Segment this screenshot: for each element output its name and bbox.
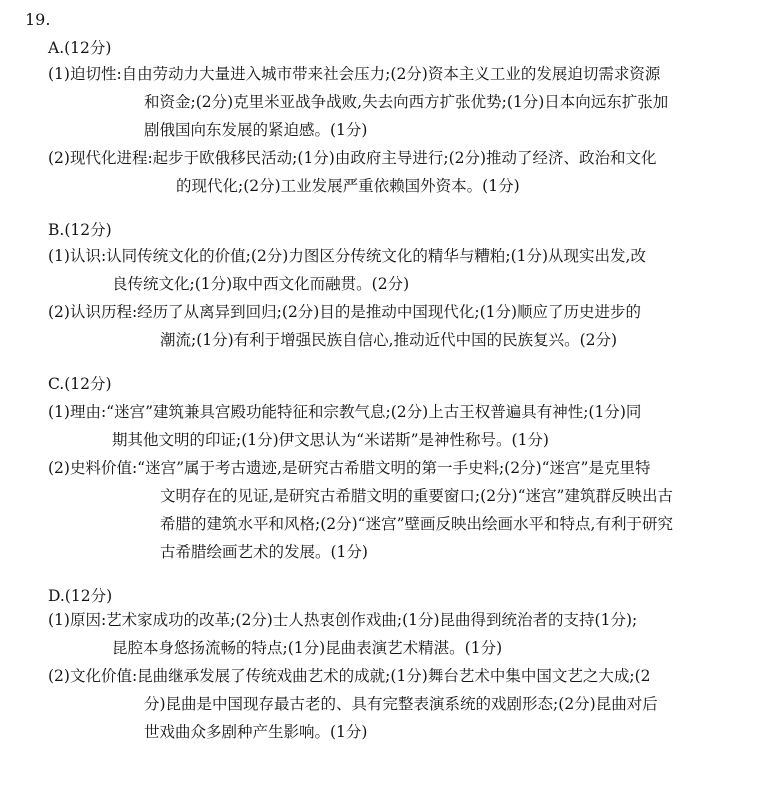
text-line: 期其他文明的印证;(1分)伊文思认为“米诺斯”是神性称号。(1分): [112, 431, 549, 449]
text-line: 希腊的建筑水平和风格;(2分)“迷宫”壁画反映出绘画水平和特点,有利于研究: [160, 515, 673, 533]
text-line: (1)理由:“迷宫”建筑兼具宫殿功能特征和宗教气息;(2分)上古王权普遍具有神性;(1分)同: [48, 403, 642, 421]
text-line: 世戏曲众多剧种产生影响。(1分): [144, 723, 368, 741]
section-b-header: B.(12分): [48, 221, 112, 239]
section-d-item-2: [48, 662, 658, 746]
text-line: (2)文化价值:昆曲继承发展了传统戏曲艺术的成就;(1分)舞台艺术中集中国文艺之大成;(2: [48, 667, 651, 685]
question-number: 19.: [25, 10, 51, 29]
section-c-item-2: [48, 454, 673, 566]
section-a-item-2: [48, 144, 657, 200]
text-line: (2)史料价值:“迷宫”属于考古遗迹,是研究古希腊文明的第一手史料;(2分)“迷宫”是克里特: [48, 459, 651, 477]
text-line: 良传统文化;(1分)取中西文化而融贯。(2分): [112, 275, 410, 293]
text-line: 的现代化;(2分)工业发展严重依赖国外资本。(1分): [176, 177, 520, 195]
text-line: 文明存在的见证,是研究古希腊文明的重要窗口;(2分)“迷宫”建筑群反映出古: [160, 487, 673, 505]
section-c-header: C.(12分): [48, 375, 112, 393]
text-line: 分)昆曲是中国现存最古老的、具有完整表演系统的戏剧形态;(2分)昆曲对后: [144, 695, 658, 713]
text-line: (1)原因:艺术家成功的改革;(2分)士人热衷创作戏曲;(1分)昆曲得到统治者的支持(1分);: [48, 611, 638, 629]
text-line: 昆腔本身悠扬流畅的特点;(1分)昆曲表演艺术精湛。(1分): [112, 639, 503, 657]
text-line: 潮流;(1分)有利于增强民族自信心,推动近代中国的民族复兴。(2分): [160, 331, 618, 349]
text-line: 剧俄国向东发展的紧迫感。(1分): [144, 121, 368, 139]
text-line: (1)认识:认同传统文化的价值;(2分)力图区分传统文化的精华与糟粕;(1分)从现实出发,改: [48, 247, 646, 265]
section-b-item-2: [48, 298, 641, 354]
section-a-header: A.(12分): [48, 39, 112, 57]
text-line: (2)认识历程:经历了从离异到回归;(2分)目的是推动中国现代化;(1分)顺应了历史进步的: [48, 303, 642, 321]
section-b-item-1: [48, 242, 646, 298]
section-d-header: D.(12分): [48, 587, 113, 605]
section-d-item-1: [48, 606, 637, 662]
text-line: (2)现代化进程:起步于欧俄移民活动;(1分)由政府主导进行;(2分)推动了经济、政治和文化: [48, 149, 657, 167]
text-line: 和资金;(2分)克里米亚战争战败,失去向西方扩张优势;(1分)日本向远东扩张加: [144, 93, 669, 111]
text-line: (1)迫切性:自由劳动力大量进入城市带来社会压力;(2分)资本主义工业的发展迫切需求资源: [48, 65, 661, 83]
section-c-item-1: [48, 398, 641, 454]
text-line: 古希腊绘画艺术的发展。(1分): [160, 543, 368, 561]
section-a-item-1: [48, 60, 668, 144]
